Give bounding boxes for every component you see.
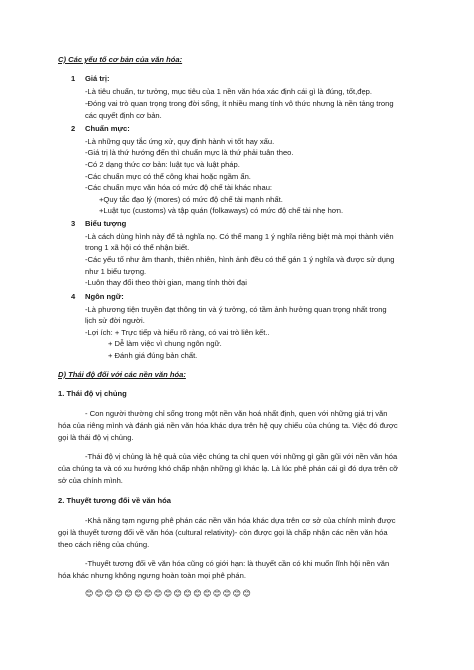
subsection-2-title: 2. Thuyết tương đối về văn hóa xyxy=(58,496,172,505)
item-4-subline: + Đánh giá đúng bản chất. xyxy=(108,351,198,360)
item-2-line: -Các chuẩn mực có thể công khai hoặc ngầm ẩn. xyxy=(85,172,251,181)
item-4-line: lịch sử đời người. xyxy=(85,316,145,325)
item-3-line: -Là cách dùng hình này để tả nghĩa nọ. Có thể mang 1 ý nghĩa riêng biệt mà mọi thành viên xyxy=(85,232,394,241)
item-3-line: như 1 biểu tượng. xyxy=(85,267,147,276)
item-1-line: các quyết định cơ bản. xyxy=(85,111,162,120)
item-2-number: 2 xyxy=(71,124,76,133)
item-4-line: -Lợi ích: + Trực tiếp và hiểu rõ ràng, có vai trò liên kết.. xyxy=(85,328,270,337)
item-1-line: -Là tiêu chuẩn, tư tưởng, mục tiêu của 1 nền văn hóa xác định cái gì là đúng, tốt,đẹp. xyxy=(85,87,373,96)
item-1-line: -Đóng vai trò quan trọng trong đời sống, ít nhiều mang tính vô thức nhưng là nền tảng trong xyxy=(85,99,394,108)
item-4-line: -Là phương tiện truyền đạt thông tin và ý tưởng, có tầm ảnh hưởng quan trọng nhất trong xyxy=(85,305,387,314)
item-4-subline: + Dễ làm việc vì chung ngôn ngữ. xyxy=(108,339,222,348)
subsection-2-line: -Thuyết tương đối về văn hóa cũng có giới hạn: là thuyết cần có khi muốn lĩnh hội nền văn xyxy=(85,559,390,568)
item-4-number: 4 xyxy=(71,292,76,301)
subsection-2-line: hóa khác nhưng không ngưng hoàn toàn mọi phê phán. xyxy=(58,571,246,580)
item-2-line: -Các chuẩn mực văn hóa có mức độ chế tài khác nhau: xyxy=(85,183,273,192)
subsection-1-line: của chúng ta và có xu hướng khó chấp nhận những gì khác lạ. Là lúc phê phán cái gì đó dựa trên cỡ xyxy=(58,464,399,473)
subsection-1-line: gọi là thái độ vị chủng. xyxy=(58,433,134,442)
item-3-line: -Các yếu tố như âm thanh, thiên nhiên, hình ảnh đều có thể gán 1 ý nghĩa và được sử dụng xyxy=(85,255,395,264)
item-2-subline: +Luật tục (customs) và tập quán (folkaways) có mức độ chế tài nhẹ hơn. xyxy=(99,206,344,215)
item-1-number: 1 xyxy=(71,74,76,83)
subsection-2-line: theo cách riêng của chúng. xyxy=(58,540,150,549)
item-3-title: Biểu tượng xyxy=(85,219,127,228)
item-4-title: Ngôn ngữ: xyxy=(85,292,124,301)
subsection-1-title: 1. Thái độ vị chủng xyxy=(58,389,127,398)
item-2-line: -Giá trị là thứ hướng đến thì chuẩn mực là thứ phải tuân theo. xyxy=(85,148,294,157)
subsection-1-line: hóa của riêng mình và đánh giá nền văn hóa khác dựa trên hệ quy chiếu của chúng ta. Việc đó được xyxy=(58,421,398,430)
item-2-subline: +Quy tắc đạo lý (mores) có mức độ chế tài mạnh nhất. xyxy=(99,195,283,204)
item-3-number: 3 xyxy=(71,219,76,228)
item-2-line: -Có 2 dạng thức cơ bản: luật tục và luật pháp. xyxy=(85,160,240,169)
subsection-1-line: - Con người thường chỉ sống trong một nền văn hoá nhất định, quen với những giá trị văn xyxy=(85,409,388,418)
subsection-2-line: -Khả năng tạm ngưng phê phán các nền văn hóa khác dựa trên cơ sở của chính mình được xyxy=(85,516,396,525)
item-3-line: trong 1 xã hội có thể nhận biết. xyxy=(85,243,190,252)
item-2-line: -Là những quy tắc ứng xử, quy định hành vi tốt hay xấu. xyxy=(85,137,275,146)
section-c-heading: C) Các yếu tố cơ bản của văn hóa: xyxy=(58,55,183,64)
section-d-heading: D) Thái độ đối với các nền văn hóa: xyxy=(58,370,186,379)
item-3-line: -Luôn thay đổi theo thời gian, mang tính thời đại xyxy=(85,278,247,287)
subsection-1-line: -Thái độ vị chủng là hệ quả của việc chúng ta chỉ quen với những gì gần gũi với nền văn hóa xyxy=(85,452,398,461)
smiley-emoji-row: 😊😊😊😊😊😊😊😊😊😊😊😊😊😊😊😊😊 xyxy=(85,589,253,598)
subsection-1-line: sở của chính mình. xyxy=(58,476,123,485)
item-1-title: Giá trị: xyxy=(85,74,110,83)
item-2-title: Chuẩn mực: xyxy=(85,124,130,133)
subsection-2-line: gọi là thuyết tương đối về văn hóa (cultural relativity)- còn được gọi là chấp nhận các nền văn hóa xyxy=(58,528,388,537)
